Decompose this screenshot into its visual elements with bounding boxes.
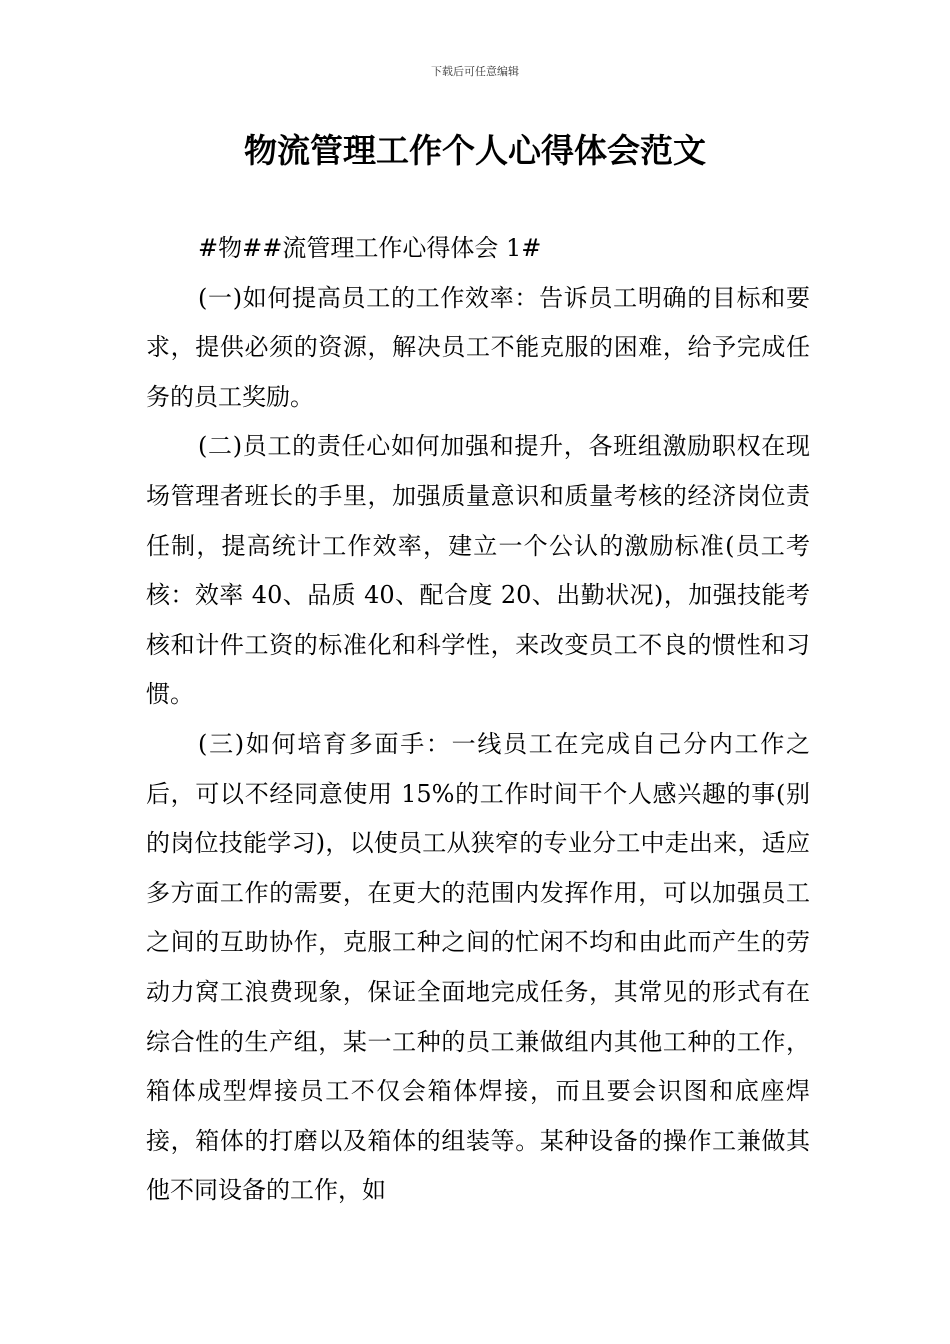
section-heading: #物##流管理工作心得体会 1# <box>198 234 542 262</box>
header-note: 下载后可任意编辑 <box>431 65 519 78</box>
paragraph-2: (二)员工的责任心如何加强和提升，各班组激励职权在现场管理者班长的手里，加强质量意识和质量考核的经济岗位责任制，提高统计工作效率，建立一个公认的激励标准(员工考核：效率 40、品质 40、配合度 20、出勤状况)，加强技能考核和计件工资的标准化和科学性，来改变员工不良的惯性和习惯。 <box>146 432 810 709</box>
document-body <box>146 224 810 1216</box>
document-title: 物流管理工作个人心得体会范文 <box>244 131 706 170</box>
paragraph-1: (一)如何提高员工的工作效率：告诉员工明确的目标和要求，提供必须的资源，解决员工不能克服的困难，给予完成任务的员工奖励。 <box>146 283 810 411</box>
paragraph-3: (三)如何培育多面手：一线员工在完成自己分内工作之后，可以不经同意使用 15%的工作时间干个人感兴趣的事(别的岗位技能学习)，以使员工从狭窄的专业分工中走出来，适应多方面工作的需要，在更大的范围内发挥作用，可以加强员工之间的互助协作，克服工种之间的忙闲不均和由此而产生的劳动力窝工浪费现象，保证全面地完成任务，其常见的形式有在综合性的生产组，某一工种的员工兼做组内其他工种的工作，箱体成型焊接员工不仅会箱体焊接，而且要会识图和底座焊接，箱体的打磨以及箱体的组装等。某种设备的操作工兼做其他不同设备的工作，如 <box>146 729 810 1205</box>
